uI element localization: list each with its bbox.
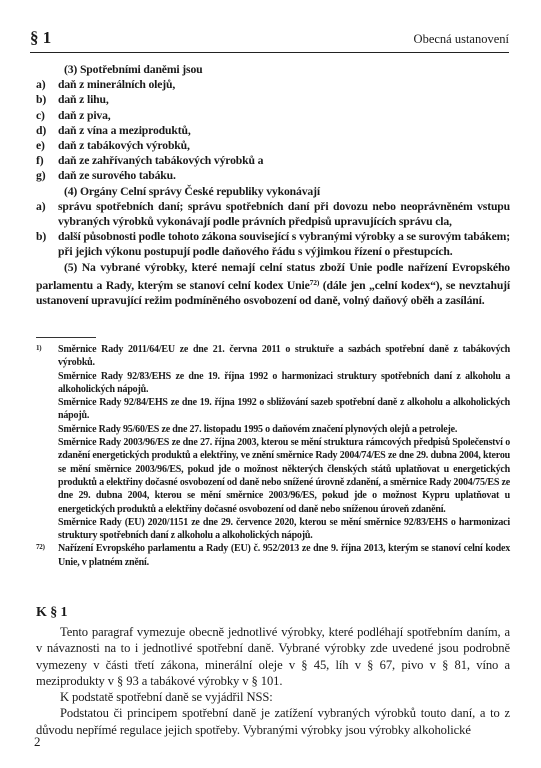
footnote (36, 436, 510, 516)
footnotes (36, 343, 510, 569)
item-label: b) (36, 93, 47, 107)
commentary-heading: K § 1 (36, 605, 68, 620)
item-label: d) (36, 123, 47, 137)
item-text: správu spotřebních daní; správu spotřebních daní při dovozu nebo neoprávněném vstupu vybraných výrobků vykonávají podle právních předpisů upravujících správu cla, (58, 199, 510, 229)
list-item (36, 199, 510, 229)
item-label: e) (36, 139, 45, 153)
item-text: daň z lihu, (58, 93, 109, 107)
list-item (36, 92, 510, 107)
statute-text (36, 62, 510, 308)
footnote-text: Směrnice Rady 92/83/EHS ze dne 19. října 1992 o harmonizaci struktury spotřebních daní z alkoholu a alkoholických nápojů. (58, 370, 510, 395)
footnote (36, 370, 510, 397)
paragraph-5-text-cont: (dále jen „celní kodex“), se nevztahují ustanovení upravující režim podmíněného osvobození od daně, volný daňový oběh a zasílání. (36, 278, 511, 308)
paragraph-5 (36, 260, 510, 309)
footnote-text: Směrnice Rady 2003/96/ES ze dne 27. října 2003, kterou se mění struktura rámcových předpisů Společenství o zdanění energetických produktů a elektřiny, ve znění směrnice Rady 2004/74/ES ze dne 29. dubna 2004, kterou se mění směrnice 2003/96/ES, pokud jde o možnost některých členských států uplatňovat u energetických produktů a elektřiny dočasné osvobození od daně nebo snížené úrovně zdanění, a směrnice Rady 2004/75/ES ze dne 29. dubna 2004, kterou se mění směrnice 2003/96/ES, pokud jde o možnost Kypru uplatňovat u energetických produktů a elektřiny dočasné osvobození od daně nebo sníženou úroveň zdanění. (58, 437, 510, 515)
item-label: a) (36, 78, 46, 92)
list-item (36, 153, 510, 168)
item-text: daň z piva, (58, 108, 111, 122)
commentary-paragraph: Tento paragraf vymezuje obecně jednotlivé výrobky, které podléhají spotřebním daním, a v návaznosti na to i jednotlivé spotřební daně. Vybrané výrobky zde uvedené jsou podrobně vymezeny v části třetí zákona, minerální oleje v § 45, líh v § 67, pivo v § 81, víno a meziprodukty v § 93 a tabákové výrobky v § 101. (36, 625, 510, 688)
footnote-marker: 72) (36, 543, 45, 552)
item-label: f) (36, 154, 44, 168)
section-number: § 1 (30, 28, 52, 47)
footnote (36, 343, 510, 370)
item-text: daň z tabákových výrobků, (58, 139, 190, 153)
item-label: g) (36, 169, 46, 183)
item-text: daň ze surového tabáku. (58, 169, 176, 183)
footnote (36, 516, 510, 543)
item-label: c) (36, 108, 45, 122)
footnote (36, 542, 510, 569)
paragraph-3-list (36, 77, 510, 183)
footnote-text: Směrnice Rady 2011/64/EU ze dne 21. června 2011 o struktuře a sazbách spotřební daně z tabákových výrobků. (58, 344, 510, 369)
header-rule (30, 52, 509, 53)
list-item (36, 168, 510, 183)
list-item (36, 77, 510, 92)
commentary-paragraph: K podstatě spotřební daně se vyjádřil NSS: (60, 690, 273, 705)
footnote (36, 423, 510, 436)
item-text: daň ze zahřívaných tabákových výrobků a (58, 154, 264, 168)
item-text: daň z vína a meziproduktů, (58, 123, 191, 137)
commentary (36, 604, 510, 738)
paragraph-4-list (36, 199, 510, 260)
list-item (36, 123, 510, 138)
paragraph-3-intro: (3) Spotřebními daněmi jsou (64, 63, 203, 76)
commentary-paragraph: Podstatou či principem spotřební daně je zatížení vybraných výrobků touto daní, a to z důvodu nepřímé regulace jejich spotřeby. Vybranými výrobky jsou výrobky alkoholické (36, 706, 510, 737)
item-text: další působnosti podle tohoto zákona související s vybranými výrobky a se surovým tabákem; při jejich výkonu postupují podle daňového řádu s výjimkou řízení o přestupcích. (58, 230, 510, 259)
item-label: a) (36, 199, 46, 213)
footnote-text: Směrnice Rady 92/84/EHS ze dne 19. října 1992 o sbližování sazeb spotřební daně z alkoholu a alkoholických nápojů. (58, 397, 510, 422)
item-text: daň z minerálních olejů, (58, 78, 176, 92)
footnote-text: Směrnice Rady (EU) 2020/1151 ze dne 29. července 2020, kterou se mění směrnice 92/83/EHS o harmonizaci struktury spotřebních daní z alkoholu a alkoholických nápojů. (58, 516, 510, 542)
footnote (36, 396, 510, 423)
list-item (36, 229, 510, 259)
footnote-marker: 1) (36, 344, 42, 352)
chapter-title: Obecná ustanovení (413, 32, 509, 46)
item-label: b) (36, 230, 47, 244)
list-item (36, 108, 510, 123)
page-number: 2 (34, 734, 41, 749)
footnote-text: Směrnice Rady 95/60/ES ze dne 27. listopadu 1995 o daňovém značení plynových olejů a petroleje. (58, 423, 458, 435)
footnote-reference: 72) (309, 277, 320, 287)
paragraph-5-text: (5) Na vybrané výrobky, které nemají celní status zboží Unie podle nařízení Evropského parlamentu a Rady, kterým se stanoví celní kodex Unie (36, 260, 510, 292)
paragraph-4-intro: (4) Orgány Celní správy České republiky vykonávají (64, 184, 320, 198)
footnote-rule (36, 337, 96, 338)
list-item (36, 138, 510, 153)
running-head (30, 28, 509, 48)
footnote-text: Nařízení Evropského parlamentu a Rady (EU) č. 952/2013 ze dne 9. října 2013, kterým se stanoví celní kodex Unie, v platném znění. (58, 543, 510, 568)
